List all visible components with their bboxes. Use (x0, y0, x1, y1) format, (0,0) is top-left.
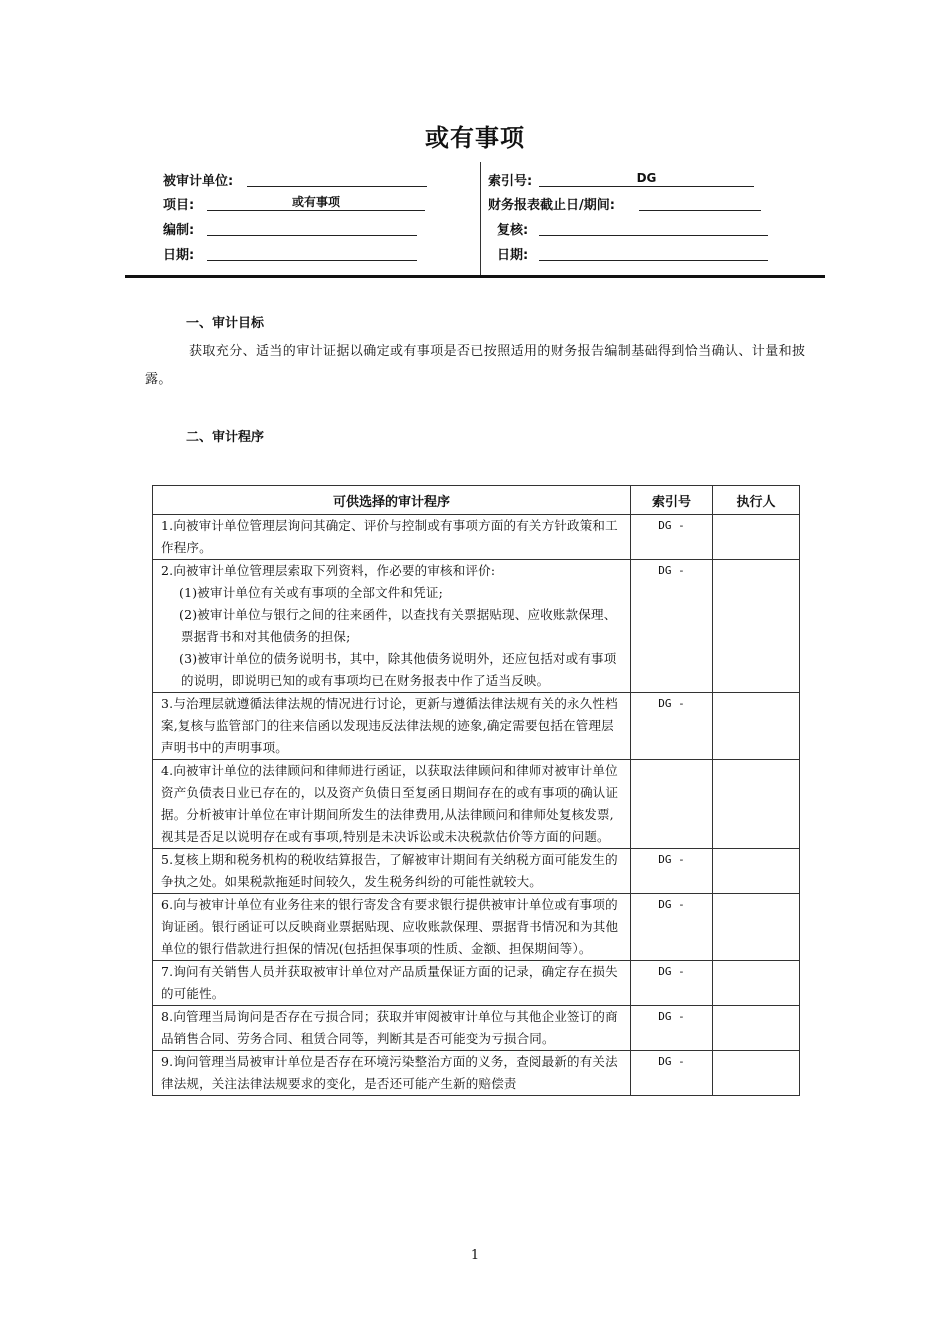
index-cell[interactable]: DG - (631, 515, 713, 560)
review-field[interactable] (539, 219, 768, 236)
period-field[interactable] (639, 194, 761, 211)
index-cell[interactable]: DG - (631, 1051, 713, 1096)
prepared-field[interactable] (207, 219, 417, 236)
procedure-text: 2.向被审计单位管理层索取下列资料，作必要的审核和评价: (161, 563, 496, 578)
date-left-field[interactable] (207, 244, 417, 261)
table-row (153, 849, 800, 894)
procedures-table (152, 485, 800, 1096)
index-field[interactable]: DG (539, 170, 754, 187)
executor-cell[interactable] (713, 894, 800, 961)
date-right-label: 日期: (497, 248, 529, 263)
procedure-cell (153, 760, 631, 849)
prepared-label: 编制: (163, 223, 195, 238)
table-row (153, 894, 800, 961)
procedure-cell (153, 1006, 631, 1051)
procedure-text: 9.询问管理当局被审计单位是否存在环境污染整治方面的义务，查阅最新的有关法律法规，关注法律法规要求的变化，是否还可能产生新的赔偿责 (161, 1054, 618, 1091)
index-cell[interactable]: DG - (631, 1006, 713, 1051)
header-divider (480, 162, 481, 275)
column-header-executor: 执行人 (713, 486, 800, 515)
executor-cell[interactable] (713, 961, 800, 1006)
procedure-cell (153, 1051, 631, 1096)
executor-cell[interactable] (713, 1006, 800, 1051)
procedure-text: 3.与治理层就遵循法律法规的情况进行讨论，更新与遵循法律法规有关的永久性档案,复核与监管部门的往来信函以发现违反法律法规的迹象,确定需要包括在管理层声明书中的声明事项。 (161, 696, 618, 755)
period-label: 财务报表截止日/期间: (488, 198, 615, 213)
table-row (153, 961, 800, 1006)
date-left-label: 日期: (163, 248, 195, 263)
executor-cell[interactable] (713, 515, 800, 560)
procedure-cell (153, 961, 631, 1006)
procedure-subitem: (2)被审计单位与银行之间的往来函件，以查找有关票据贴现、应收账款保理、票据背书和对其他债务的担保; (179, 607, 617, 644)
page-title: 或有事项 (425, 124, 525, 152)
header-rule (125, 275, 825, 278)
index-cell[interactable]: DG - (631, 961, 713, 1006)
date-right-field[interactable] (539, 244, 768, 261)
procedure-cell (153, 560, 631, 693)
project-field[interactable]: 或有事项 (207, 194, 425, 211)
page-number: 1 (470, 1248, 480, 1263)
index-cell[interactable] (631, 760, 713, 849)
procedure-cell (153, 515, 631, 560)
objective-paragraph: 获取充分、适当的审计证据以确定或有事项是否已按照适用的财务报告编制基础得到恰当确认、计量和披露。 (145, 344, 806, 387)
procedure-subitem: (3)被审计单位的债务说明书，其中，除其他债务说明外，还应包括对或有事项的说明，即说明已知的或有事项均已在财务报表中作了适当反映。 (179, 651, 617, 688)
executor-cell[interactable] (713, 849, 800, 894)
procedure-subitem: (1)被审计单位有关或有事项的全部文件和凭证; (179, 585, 444, 600)
procedure-cell (153, 894, 631, 961)
audited-unit-field[interactable] (247, 170, 427, 187)
executor-cell[interactable] (713, 693, 800, 760)
procedure-cell (153, 849, 631, 894)
procedure-text: 8.向管理当局询问是否存在亏损合同；获取并审阅被审计单位与其他企业签订的商品销售合同、劳务合同、租赁合同等，判断其是否可能变为亏损合同。 (161, 1009, 618, 1046)
procedure-cell (153, 693, 631, 760)
procedure-text: 7.询问有关销售人员并获取被审计单位对产品质量保证方面的记录，确定存在损失的可能性。 (161, 964, 618, 1001)
executor-cell[interactable] (713, 760, 800, 849)
procedure-text: 6.向与被审计单位有业务往来的银行寄发含有要求银行提供被审计单位或有事项的询证函。银行函证可以反映商业票据贴现、应收账款保理、票据背书情况和为其他单位的银行借款进行担保的情况(包括担保事项的性质、金额、担保期间等）。 (161, 897, 619, 956)
table-row (153, 515, 800, 560)
executor-cell[interactable] (713, 560, 800, 693)
column-header-index: 索引号 (631, 486, 713, 515)
executor-cell[interactable] (713, 1051, 800, 1096)
section-heading-objective: 一、审计目标 (186, 316, 265, 331)
index-label: 索引号: (488, 174, 533, 189)
column-header-procedure: 可供选择的审计程序 (153, 486, 631, 515)
table-row (153, 693, 800, 760)
header-block (125, 160, 825, 276)
index-cell[interactable]: DG - (631, 560, 713, 693)
table-header-row (153, 486, 800, 515)
procedure-text: 4.向被审计单位的法律顾问和律师进行函证，以获取法律顾问和律师对被审计单位资产负债表日业已存在的，以及资产负债日至复函日期间存在的或有事项的确认证据。分析被审计单位在审计期间所发生的法律费用,从法律顾问和律师处复核发票,视其是否足以说明存在或有事项,特别是未决诉讼或未决税款估价等方面的问题。 (161, 763, 619, 844)
procedures-table-container (150, 484, 802, 1192)
review-label: 复核: (497, 223, 529, 238)
index-cell[interactable]: DG - (631, 849, 713, 894)
table-row (153, 760, 800, 849)
index-cell[interactable]: DG - (631, 693, 713, 760)
section-heading-procedures: 二、审计程序 (186, 430, 265, 445)
table-row (153, 560, 800, 693)
index-cell[interactable]: DG - (631, 894, 713, 961)
audited-unit-label: 被审计单位: (163, 174, 234, 189)
procedure-text: 5.复核上期和税务机构的税收结算报告，了解被审计期间有关纳税方面可能发生的争执之处。如果税款拖延时间较久，发生税务纠纷的可能性就较大。 (161, 852, 618, 889)
table-row (153, 1051, 800, 1096)
table-row (153, 1006, 800, 1051)
project-label: 项目: (163, 198, 195, 213)
procedure-text: 1.向被审计单位管理层询问其确定、评价与控制或有事项方面的有关方针政策和工作程序。 (161, 518, 618, 555)
